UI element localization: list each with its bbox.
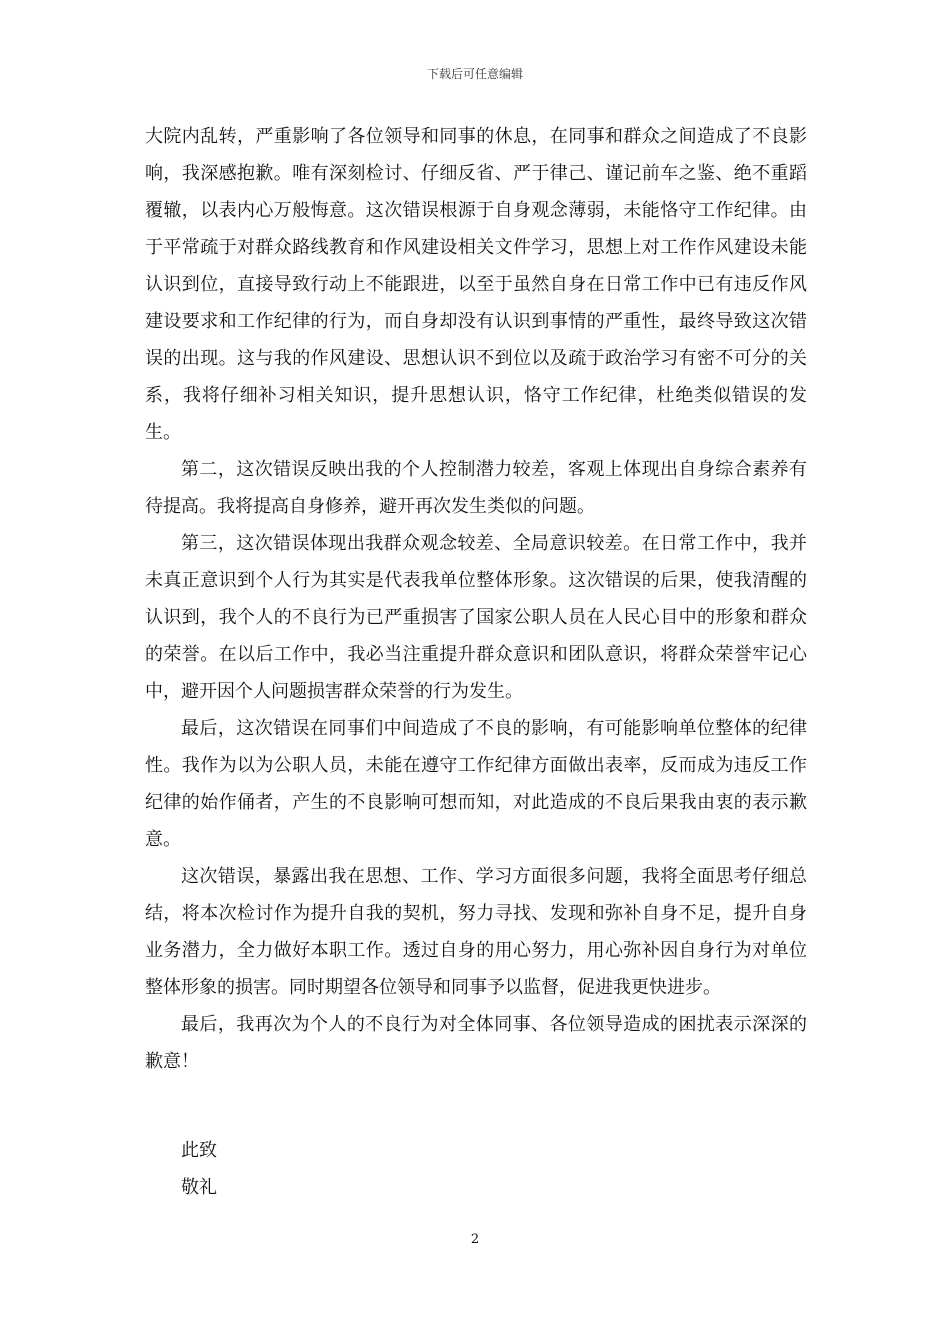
- paragraph-continuation: 大院内乱转，严重影响了各位领导和同事的休息，在同事和群众之间造成了不良影响，我深感抱歉。唯有深刻检讨、仔细反省、严于律己、谨记前车之鉴、绝不重蹈覆辙，以表内心万般悔意。这次错误根源于自身观念薄弱，未能恪守工作纪律。由于平常疏于对群众路线教育和作风建设相关文件学习，思想上对工作作风建设未能认识到位，直接导致行动上不能跟进，以至于虽然自身在日常工作中已有违反作风建设要求和工作纪律的行为，而自身却没有认识到事情的严重性，最终导致这次错误的出现。这与我的作风建设、思想认识不到位以及疏于政治学习有密不可分的关系，我将仔细补习相关知识，提升思想认识，恪守工作纪律，杜绝类似错误的发生。: [145, 126, 807, 443]
- paragraph-apology: 最后，我再次为个人的不良行为对全体同事、各位领导造成的困扰表示深深的歉意！: [145, 1014, 807, 1072]
- paragraph-last-point: 最后，这次错误在同事们中间造成了不良的影响，有可能影响单位整体的纪律性。我作为以为公职人员，未能在遵守工作纪律方面做出表率，反而成为违反工作纪律的始作俑者，产生的不良影响可想而知，对此造成的不良后果我由衷的表示歉意。: [145, 718, 807, 850]
- closing-salutation: 此致: [181, 1140, 217, 1161]
- page-header-note: 下载后可任意编辑: [426, 67, 523, 81]
- document-body: [145, 118, 807, 1080]
- paragraph-summary: 这次错误，暴露出我在思想、工作、学习方面很多问题，我将全面思考仔细总结，将本次检讨作为提升自我的契机，努力寻找、发现和弥补自身不足，提升自身业务潜力，全力做好本职工作。透过自身的用心努力，用心弥补因自身行为对单位整体形象的损害。同时期望各位领导和同事予以监督，促进我更快进步。: [145, 866, 807, 998]
- page-number: 2: [470, 1232, 480, 1247]
- closing-regards: 敬礼: [181, 1177, 217, 1198]
- paragraph-second-point: 第二，这次错误反映出我的个人控制潜力较差，客观上体现出自身综合素养有待提高。我将提高自身修养，避开再次发生类似的问题。: [145, 459, 807, 517]
- paragraph-third-point: 第三，这次错误体现出我群众观念较差、全局意识较差。在日常工作中，我并未真正意识到个人行为其实是代表我单位整体形象。这次错误的后果，使我清醒的认识到，我个人的不良行为已严重损害了国家公职人员在人民心目中的形象和群众的荣誉。在以后工作中，我必当注重提升群众意识和团队意识，将群众荣誉牢记心中，避开因个人问题损害群众荣誉的行为发生。: [145, 533, 807, 702]
